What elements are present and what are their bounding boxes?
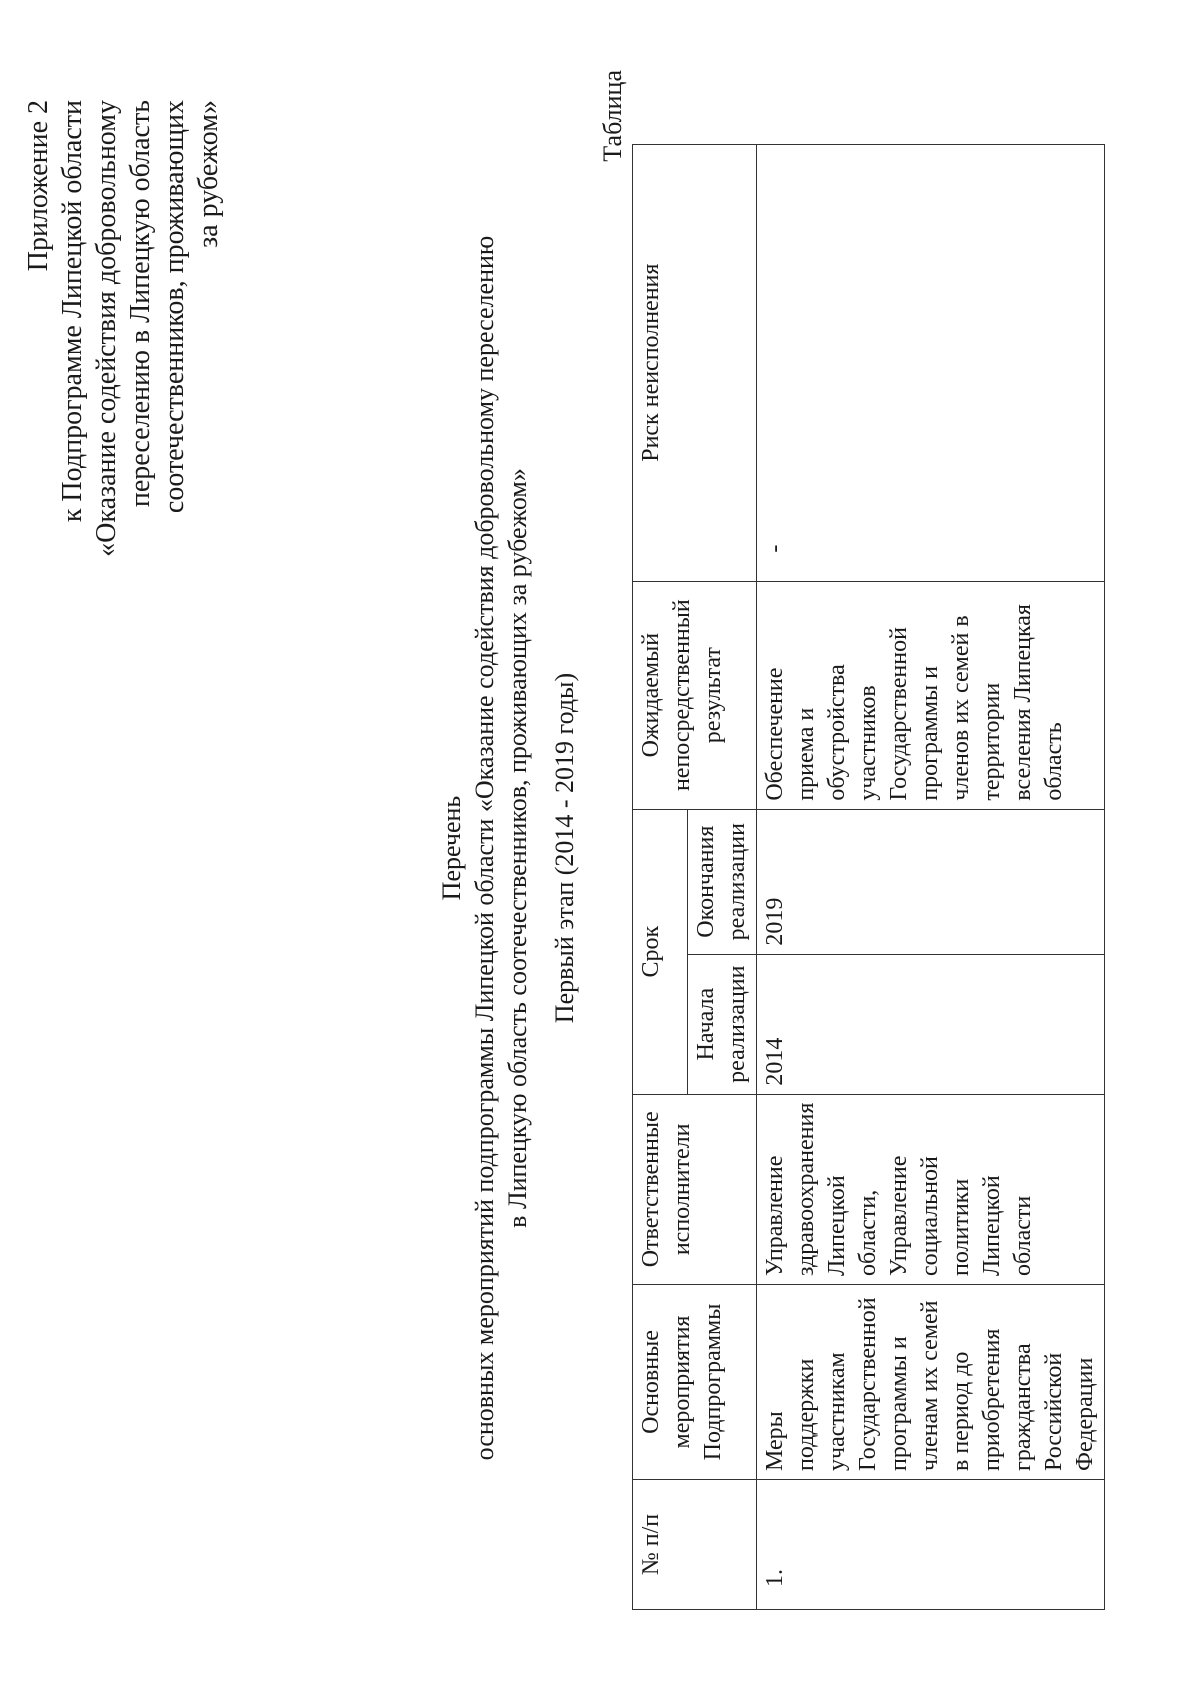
header-executors: Ответственные исполнители <box>633 1094 757 1284</box>
table-header-row <box>633 144 688 1609</box>
cell-measure: Меры поддержки участникам Государственной программы и членам их семей в период до приобретения гражданства Российской Федерации <box>757 1285 1105 1480</box>
document-title <box>435 28 534 1668</box>
header-start: Начала реализации <box>688 954 757 1094</box>
title-line: основных мероприятий подпрограммы Липецкой области «Оказание содействия добровольному переселению <box>470 235 499 1461</box>
appendix-line: соотечественников, проживающих <box>159 100 190 514</box>
cell-result: Обеспечение приема и обустройства участников Государственной программы и членов их семей в территории вселения Липецкая область <box>757 581 1105 809</box>
header-result: Ожидаемый непосредственный результат <box>633 581 757 809</box>
appendix-line: к Подпрограмме Липецкой области <box>57 100 88 523</box>
appendix-line: переселению в Липецкую область <box>125 100 156 508</box>
appendix-line: «Оказание содействия добровольному <box>91 100 122 557</box>
header-risk: Риск неисполнения <box>633 144 757 581</box>
title-line: Перечень <box>437 795 466 901</box>
cell-start: 2014 <box>757 954 1105 1094</box>
cell-executors: Управление здравоохранения Липецкой области, Управление социальной политики Липецкой области <box>757 1094 1105 1284</box>
header-end: Окончания реализации <box>688 809 757 954</box>
header-term: Срок <box>633 809 688 1094</box>
appendix-line: Приложение 2 <box>23 100 54 272</box>
stage-subtitle: Первый этап (2014 - 2019 годы) <box>550 672 579 1024</box>
table-row <box>757 144 1105 1609</box>
cell-risk: - <box>757 144 1105 581</box>
cell-num: 1. <box>757 1480 1105 1610</box>
appendix-line: за рубежом» <box>193 100 224 248</box>
title-line: в Липецкую область соотечественников, проживающих за рубежом» <box>503 468 532 1228</box>
appendix-header <box>22 100 226 557</box>
measures-table <box>632 144 1105 1610</box>
rotated-document-page <box>10 28 1190 1668</box>
cell-end: 2019 <box>757 809 1105 954</box>
table-caption: Таблица <box>598 70 627 162</box>
header-num: № п/п <box>633 1480 757 1610</box>
header-measures: Основные мероприятия Подпрограммы <box>633 1285 757 1480</box>
